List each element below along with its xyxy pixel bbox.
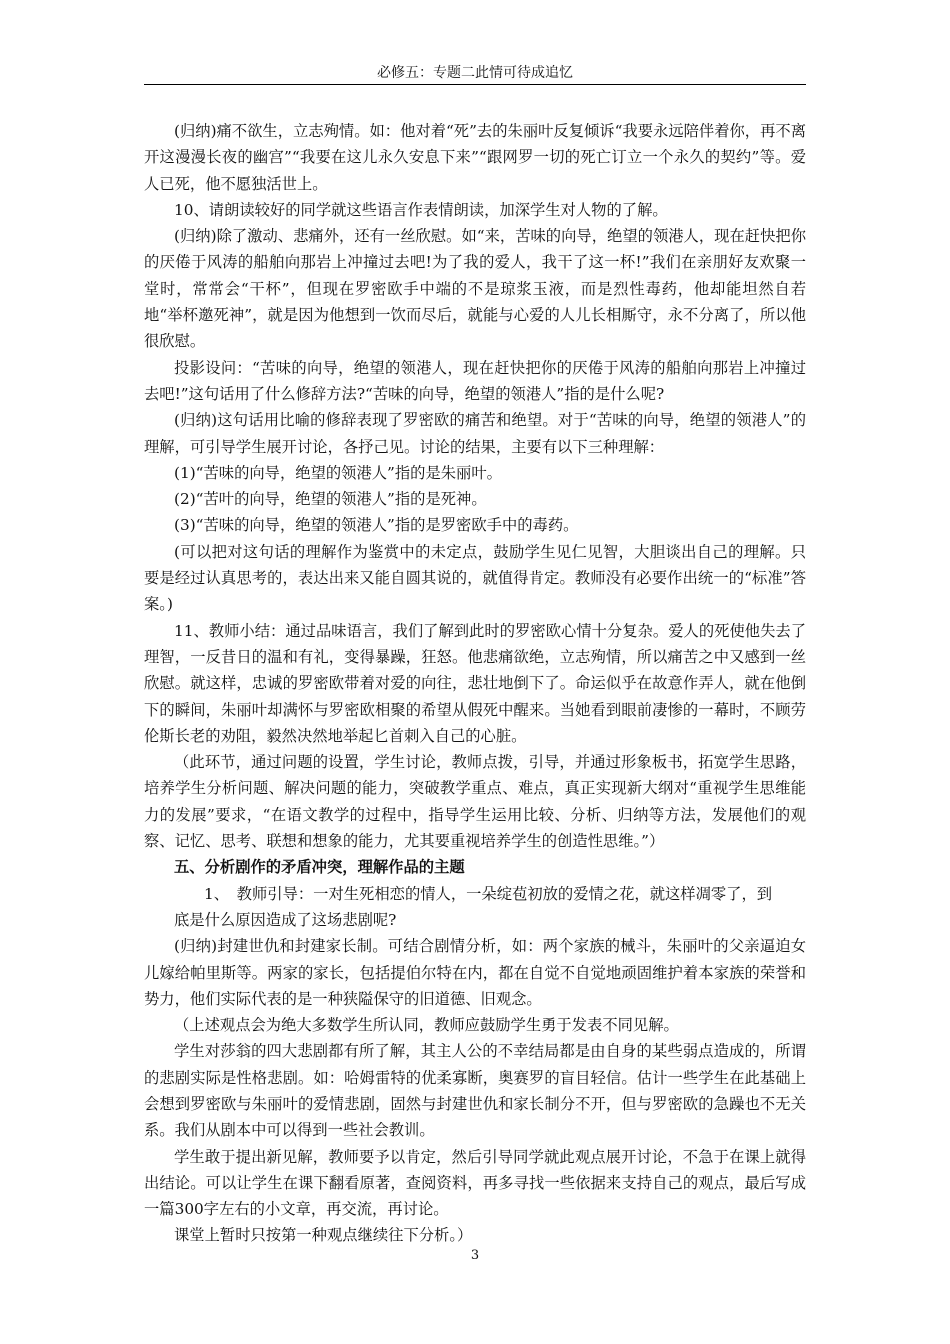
paragraph-continuation: 底是什么原因造成了这场悲剧呢?: [174, 910, 397, 929]
paragraph: 学生敢于提出新见解，教师要予以肯定，然后引导同学就此观点展开讨论，不急于在课上就得出结论。可以让学生在课下翻看原著，查阅资料，再多寻找一些依据来支持自己的观点，最后写成一篇300字左右的小文章，再交流，再讨论。: [144, 1147, 806, 1219]
paragraph: （上述观点会为绝大多数学生所认同，教师应鼓励学生勇于发表不同见解。: [174, 1016, 679, 1035]
paragraph: (归纳)这句话用比喻的修辞表现了罗密欧的痛苦和绝望。对于“苦味的向导，绝望的领港人”的理解，可引导学生展开讨论，各抒己见。讨论的结果，主要有以下三种理解：: [144, 411, 806, 456]
list-item: (2)“苦叶的向导，绝望的领港人”指的是死神。: [174, 490, 487, 509]
paragraph: (可以把对这句话的理解作为鉴赏中的未定点，鼓励学生见仁见智，大胆谈出自己的理解。只要是经过认真思考的，表达出来又能自圆其说的，就值得肯定。教师没有必要作出统一的“标准”答案。): [144, 542, 806, 614]
list-item: (1)“苦味的向导，绝望的领港人”指的是朱丽叶。: [174, 463, 502, 482]
paragraph: (归纳)封建世仇和封建家长制。可结合剧情分析，如：两个家族的械斗，朱丽叶的父亲逼迫女儿嫁给帕里斯等。两家的家长，包括提伯尔特在内，都在自觉不自觉地顽固维护着本家族的荣誉和势力，他们实际代表的是一种狭隘保守的旧道德、旧观念。: [144, 937, 806, 1008]
paragraph: 10、请朗读较好的同学就这些语言作表情朗读，加深学生对人物的了解。: [174, 200, 668, 219]
numbered-item: 1、 教师引导：一对生死相恋的情人，一朵绽苞初放的爱情之花，就这样凋零了，到: [204, 884, 773, 903]
page-header: 必修五：专题二此情可待成追忆: [377, 65, 573, 81]
document-body: [144, 118, 806, 1249]
page-number: 3: [470, 1248, 480, 1263]
paragraph: (归纳)痛不欲生，立志殉情。如：他对着“死”去的朱丽叶反复倾诉“我要永远陪伴着你，再不离开这漫漫长夜的幽宫”“我要在这儿永久安息下来”“跟网罗一切的死亡订立一个永久的契约”等。爱人已死，他不愿独活世上。: [144, 122, 806, 193]
header-divider: [144, 84, 806, 85]
paragraph: 课堂上暂时只按第一种观点继续往下分析。）: [174, 1226, 473, 1245]
paragraph: （此环节，通过问题的设置，学生讨论，教师点拨，引导，并通过形象板书，拓宽学生思路，培养学生分析问题、解决问题的能力，突破教学重点、难点，真正实现新大纲对“重视学生思维能力的发展”要求，“在语文教学的过程中，指导学生运用比较、分析、归纳等方法，发展他们的观察、记忆、思考、联想和想象的能力，尤其要重视培养学生的创造性思维。”）: [144, 753, 806, 851]
paragraph: 学生对莎翁的四大悲剧都有所了解，其主人公的不幸结局都是由自身的某些弱点造成的，所谓的悲剧实际是性格悲剧。如：哈姆雷特的优柔寡断，奥赛罗的盲目轻信。估计一些学生在此基础上会想到罗密欧与朱丽叶的爱情悲剧，固然与封建世仇和家长制分不开，但与罗密欧的急躁也不无关系。我们从剧本中可以得到一些社会教训。: [144, 1042, 806, 1140]
paragraph: (归纳)除了激动、悲痛外，还有一丝欣慰。如“来，苦味的向导，绝望的领港人，现在赶快把你的厌倦于风涛的船舶向那岩上冲撞过去吧!为了我的爱人，我干了这一杯!”我们在亲朋好友欢聚一堂时，常常会“干杯”，但现在罗密欧手中端的不是琼浆玉液，而是烈性毒药，他却能坦然自若地“举杯邀死神”，就是因为他想到一饮而尽后，就能与心爱的人儿长相厮守，永不分离了，所以他很欣慰。: [144, 227, 806, 351]
list-item: (3)“苦味的向导，绝望的领港人”指的是罗密欧手中的毒药。: [174, 516, 579, 535]
paragraph: 投影设问：“苦味的向导，绝望的领港人，现在赶快把你的厌倦于风涛的船舶向那岩上冲撞过去吧!”这句话用了什么修辞方法?“苦味的向导，绝望的领港人”指的是什么呢?: [144, 358, 806, 403]
section-heading: 五、分析剧作的矛盾冲突，理解作品的主题: [174, 858, 465, 877]
paragraph: 11、教师小结：通过品味语言，我们了解到此时的罗密欧心情十分复杂。爱人的死使他失去了理智，一反昔日的温和有礼，变得暴躁，狂怒。他悲痛欲绝，立志殉情，所以痛苦之中又感到一丝欣慰。就这样，忠诚的罗密欧带着对爱的向往，悲壮地倒下了。命运似乎在故意作弄人，就在他倒下的瞬间，朱丽叶却满怀与罗密欧相聚的希望从假死中醒来。当她看到眼前凄惨的一幕时，不顾劳伦斯长老的劝阻，毅然决然地举起匕首刺入自己的心脏。: [144, 621, 806, 745]
